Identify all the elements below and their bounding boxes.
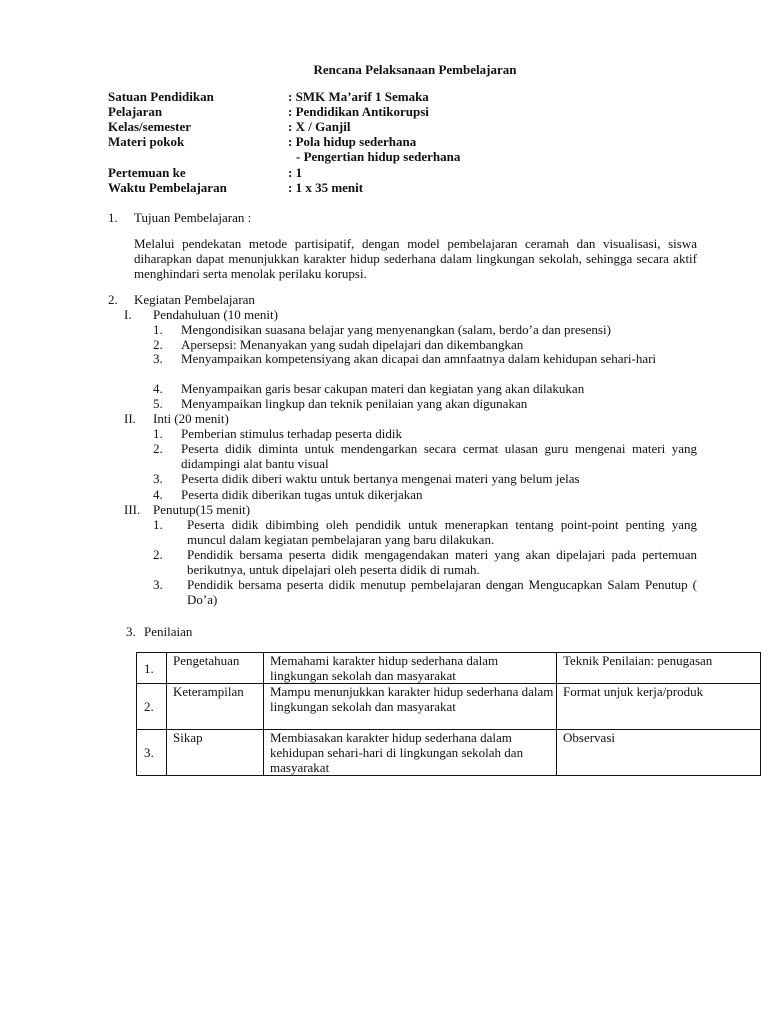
list-item: Peserta didik diberi waktu untuk bertanya mengenai materi yang belum jelas: [181, 471, 580, 486]
materi-subitem: - Pengertian hidup sederhana: [296, 149, 461, 164]
table-cell-indikator: Mampu menunjukkan karakter hidup sederhana dalam lingkungan sekolah dan masyarakat: [264, 684, 557, 730]
part-2-heading: Inti (20 menit): [153, 411, 229, 426]
table-cell-indikator: Memahami karakter hidup sederhana dalam lingkungan sekolah dan masyarakat: [264, 653, 557, 684]
document-title: Rencana Pelaksanaan Pembelajaran: [313, 62, 517, 77]
list-item: Peserta didik dibimbing oleh pendidik untuk menerapkan tentang point-point penting yang muncul dalam kegiatan pembelajaran yang baru dilakukan.: [187, 517, 697, 547]
section-1-number: 1.: [108, 210, 118, 225]
list-item: Pendidik bersama peserta didik menutup pembelajaran dengan Mengucapkan Salam Penutup ( Do’a): [187, 577, 697, 607]
table-row: [137, 730, 761, 776]
pertemuan-label: Pertemuan ke: [108, 165, 186, 180]
list-item: Apersepsi: Menanyakan yang sudah dipelajari dan dikembangkan: [181, 337, 524, 352]
list-item: Peserta didik diminta untuk mendengarkan secara cermat ulasan guru mengenai materi yang didampingi alat bantu visual: [181, 441, 697, 471]
section-2-number: 2.: [108, 292, 118, 307]
kelas-value: : X / Ganjil: [288, 119, 351, 134]
section-2-heading: Kegiatan Pembelajaran: [134, 292, 255, 307]
list-item-number: 4.: [153, 381, 163, 396]
list-item: Peserta didik diberikan tugas untuk dikerjakan: [181, 487, 423, 502]
list-item: Mengondisikan suasana belajar yang menyenangkan (salam, berdo’a dan presensi): [181, 322, 611, 337]
list-item: Pemberian stimulus terhadap peserta didik: [181, 426, 402, 441]
section-1-heading: Tujuan Pembelajaran :: [134, 210, 252, 225]
list-item: Menyampaikan kompetensiyang akan dicapai dan amnfaatnya dalam kehidupan sehari-hari: [181, 351, 657, 366]
list-item-number: 3.: [153, 351, 163, 366]
materi-value: : Pola hidup sederhana: [288, 134, 417, 149]
waktu-label: Waktu Pembelajaran: [108, 180, 227, 195]
section-3-number: 3.: [126, 624, 136, 639]
pelajaran-value: : Pendidikan Antikorupsi: [288, 104, 429, 119]
kelas-label: Kelas/semester: [108, 119, 192, 134]
list-item-number: 5.: [153, 396, 163, 411]
list-item-number: 3.: [153, 471, 163, 486]
section-3-heading: Penilaian: [144, 624, 193, 639]
part-3-roman: III.: [124, 502, 141, 517]
pertemuan-value: : 1: [288, 165, 303, 180]
part-3-heading: Penutup(15 menit): [153, 502, 251, 517]
list-item-number: 2.: [153, 441, 163, 456]
list-item-number: 3.: [153, 577, 163, 592]
pelajaran-label: Pelajaran: [108, 104, 163, 119]
table-row: [137, 684, 761, 730]
table-row: [137, 653, 761, 684]
table-cell-teknik: Observasi: [557, 730, 761, 776]
tujuan-paragraph: Melalui pendekatan metode partisipatif, dengan model pembelajaran ceramah dan visualisasi, siswa diharapkan dapat menunjukkan karakter hidup sederhana dalam lingkungan sekolah, sehingga secara aktif menghindari serta menolak perilaku korupsi.: [134, 236, 697, 281]
list-item: Menyampaikan garis besar cakupan materi dan kegiatan yang akan dilakukan: [181, 381, 585, 396]
list-item-number: 1.: [153, 517, 163, 532]
table-cell-aspek: Pengetahuan: [167, 653, 264, 684]
table-cell-aspek: Sikap: [167, 730, 264, 776]
list-item-number: 4.: [153, 487, 163, 502]
satuan-value: : SMK Ma’arif 1 Semaka: [288, 89, 429, 104]
waktu-value: : 1 x 35 menit: [288, 180, 364, 195]
table-cell-no: 1.: [137, 653, 167, 684]
table-cell-indikator: Membiasakan karakter hidup sederhana dalam kehidupan sehari-hari di lingkungan sekolah dan masyarakat: [264, 730, 557, 776]
part-1-heading: Pendahuluan (10 menit): [153, 307, 278, 322]
list-item: Pendidik bersama peserta didik mengagendakan materi yang akan dipelajari pada pertemuan berikutnya, untuk dipelajari oleh peserta didik di rumah.: [187, 547, 697, 577]
penilaian-table: [136, 652, 761, 776]
materi-label: Materi pokok: [108, 134, 185, 149]
list-item: Menyampaikan lingkup dan teknik penilaian yang akan digunakan: [181, 396, 528, 411]
list-item-number: 2.: [153, 337, 163, 352]
part-1-roman: I.: [124, 307, 132, 322]
list-item-number: 1.: [153, 322, 163, 337]
table-cell-teknik: Teknik Penilaian: penugasan: [557, 653, 761, 684]
list-item-number: 1.: [153, 426, 163, 441]
table-cell-no: 3.: [137, 730, 167, 776]
list-item-number: 2.: [153, 547, 163, 562]
table-cell-teknik: Format unjuk kerja/produk: [557, 684, 761, 730]
satuan-label: Satuan Pendidikan: [108, 89, 214, 104]
table-cell-aspek: Keterampilan: [167, 684, 264, 730]
part-2-roman: II.: [124, 411, 136, 426]
table-cell-no: 2.: [137, 684, 167, 730]
